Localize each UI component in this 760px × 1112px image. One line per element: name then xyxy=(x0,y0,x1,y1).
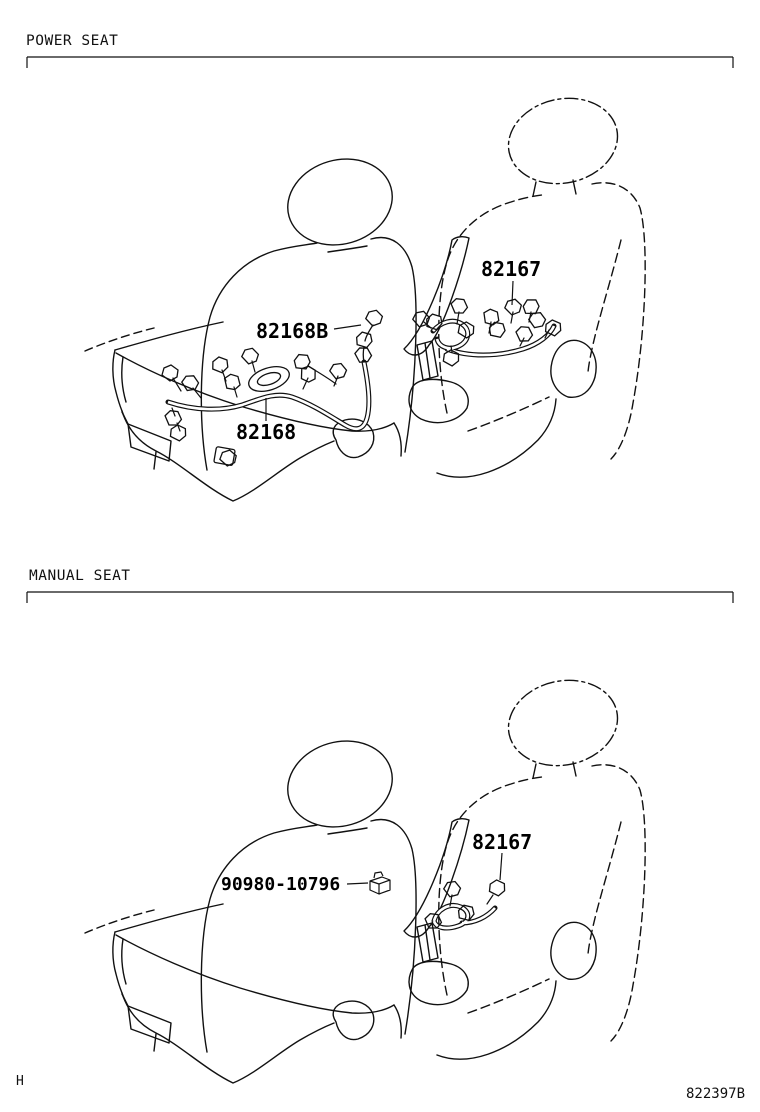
manual-seat-diagram xyxy=(85,670,645,1083)
section-title-manual-seat: MANUAL SEAT xyxy=(29,568,131,584)
part-label-90980-10796[interactable]: 90980-10796 xyxy=(221,874,341,895)
section-rules xyxy=(27,57,733,603)
power-seat-diagram xyxy=(85,88,645,501)
footer-page-letter: H xyxy=(16,1074,24,1089)
connector-90980-10796 xyxy=(370,872,390,894)
leader-lines-manual xyxy=(347,853,502,884)
part-label-82167-power[interactable]: 82167 xyxy=(481,257,542,281)
footer-figure-number: 822397B xyxy=(686,1086,746,1102)
part-label-82167-manual[interactable]: 82167 xyxy=(472,830,533,854)
part-label-82168b[interactable]: 82168B xyxy=(256,319,329,343)
wire-harness-82167-manual xyxy=(422,879,506,932)
part-label-82168[interactable]: 82168 xyxy=(236,420,297,444)
section-title-power-seat: POWER SEAT xyxy=(26,33,119,49)
wire-harness-82168B-chain xyxy=(352,309,383,366)
